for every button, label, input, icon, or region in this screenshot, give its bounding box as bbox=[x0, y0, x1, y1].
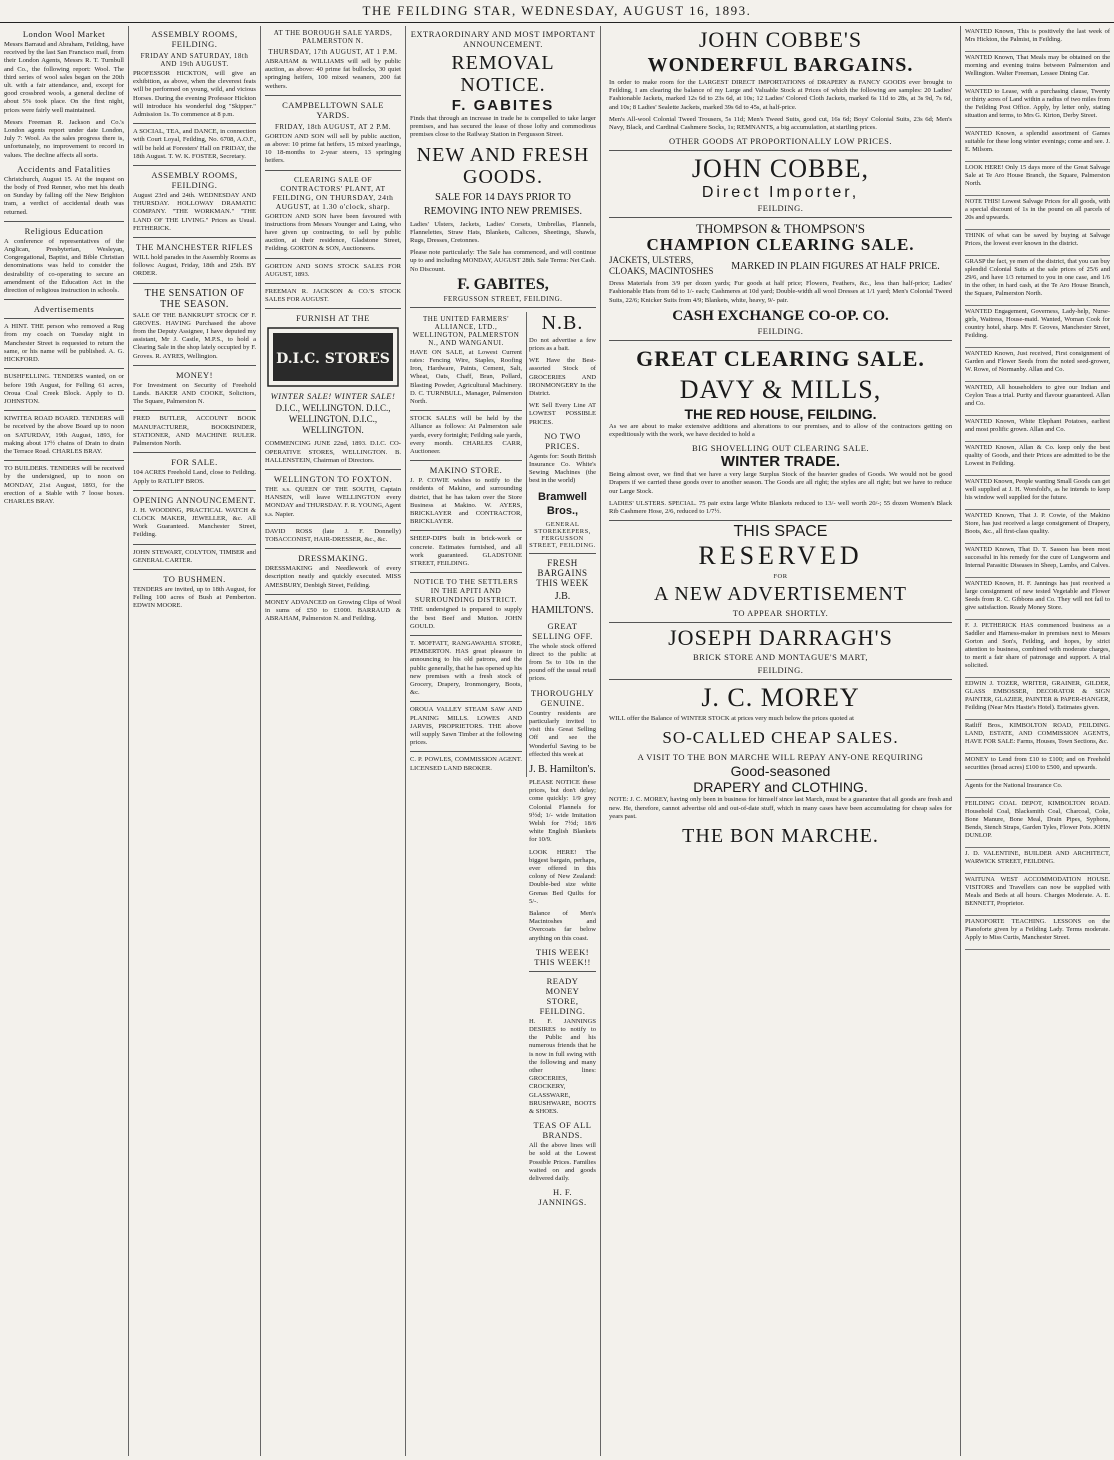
ad-text: Dress Materials from 3/9 per dozen yards; Fur goods at half price; Flowers, Feathers, &c., less than half-price; Ladies' Fashionable Hats from 6d to 1/- each; Cashmeres at 10d yard; Double-width all wool Dresses at 1/1 yard; Men's Colonial Tweed Suits, 22/6; Knicker Suits from 4/9; Blankets, white, heavy, 9/- pair. bbox=[609, 280, 952, 304]
reserved: RESERVED bbox=[698, 541, 863, 571]
great-selling-off: GREAT SELLING OFF. bbox=[532, 620, 593, 641]
article-text: Messrs Barraud and Abraham, Feilding, have received by the last San Francisco mail, from their London Agents, Messrs R. T. Turnbull and Co., the following report: Wool. The third series of wool sales began on the 20th ult. with a fair attendance, and, except for good crossbred wools, a general decline of about 5% took place. On the first night, prices were fairly well maintained. bbox=[4, 41, 124, 114]
nb-heading: N.B. bbox=[541, 311, 584, 334]
fresh-bargains: FRESH BARGAINS THIS WEEK bbox=[536, 557, 589, 588]
other-goods: OTHER GOODS AT PROPORTIONALLY LOW PRICES. bbox=[669, 136, 892, 147]
ad-text: 104 ACRES Freehold Land, close to Feilding. Apply to RATLIFF BROS. bbox=[133, 469, 256, 485]
cobbe-name: JOHN COBBE, bbox=[691, 154, 870, 184]
ad-text: FREEMAN R. JACKSON & CO.'S STOCK SALES FOR AUGUST. bbox=[265, 288, 401, 304]
ad-text: The whole stock offered direct to the public at from 5s to 10s in the pound off the usual retail prices. bbox=[529, 642, 596, 683]
this-space: THIS SPACE bbox=[733, 523, 828, 541]
ad-heading: OPENING ANNOUNCEMENT. bbox=[133, 494, 256, 505]
ad-text: Balance of Men's Macintoshes and Overcoats far below anything on this coast. bbox=[529, 909, 596, 942]
sale-14-days: SALE FOR 14 DAYS PRIOR TO REMOVING INTO NEW PREMISES. bbox=[424, 191, 582, 217]
nb-text: Do not advertise a few prices as a bait. bbox=[529, 336, 596, 353]
davy-mills: DAVY & MILLS, bbox=[679, 374, 882, 404]
gabites-name: F. GABITES bbox=[451, 97, 555, 114]
ad-text: THE undersigned is prepared to supply the best Beef and Mutton. JOHN GOULD. bbox=[410, 606, 522, 630]
ad-heading: THE SENSATION OF THE SEASON. bbox=[144, 287, 245, 310]
hamilton-2: J. B. Hamilton's. bbox=[529, 763, 596, 775]
morey-name: J. C. MOREY bbox=[701, 683, 860, 713]
ad-text: Please note particularly: The Sale has commenced, and will continue up to and including MONDAY, AUGUST 28th. Sale Terms: Net Cash. No Discount. bbox=[410, 249, 596, 273]
ad-subheading: FRIDAY, 18th AUGUST, AT 2 P.M. bbox=[274, 122, 392, 131]
red-house: THE RED HOUSE, FEILDING. bbox=[684, 405, 877, 422]
ad-text: H. F. JANNINGS DESIRES to notify to the Public and his numerous friends that he is now in full swing with the following and many other lines: GROCERIES, CROCKERY, GLASSWARE, BRUSHWARE, BOOTS & SHOES. bbox=[529, 1017, 596, 1115]
jannings-sig: H. F. JANNINGS. bbox=[538, 1187, 587, 1208]
ad-subheading: FRIDAY AND SATURDAY, 18th AND 19th AUGUST. bbox=[140, 52, 249, 68]
ad-heading: TO BUSHMEN. bbox=[163, 573, 226, 584]
masthead: THE FEILDING STAR, WEDNESDAY, AUGUST 16, 1893. bbox=[0, 0, 1114, 23]
new-advertisement: A NEW ADVERTISEMENT bbox=[654, 583, 907, 606]
ad-text: ABRAHAM & WILLIAMS will sell by public auction, as above: 40 prime fat bullocks, 30 quiet springing heifers, 100 mixed weaners, 200 fat wethers. bbox=[265, 58, 401, 90]
cobbe-wonderful: WONDERFUL BARGAINS. bbox=[647, 54, 914, 76]
ad-heading: DRESSMAKING. bbox=[298, 553, 368, 564]
ad-text: A HINT. THE person who removed a Rug from my coach on Tuesday night in Manchester Street is requested to return the same, or his name will be published. A. G. HICKFORD. bbox=[4, 323, 124, 364]
ad-text: DRESSMAKING and Needlework of every description neatly and quickly executed. MISS AMESBURY, Denbigh Street, Feilding. bbox=[265, 565, 401, 589]
column-6 bbox=[600, 26, 960, 1456]
article-text: Christchurch, August 15. At the inquest on the body of Fred Renner, who met his death on Sunday by falling off the New Brighton tram, a verdict of accidental death was returned. bbox=[4, 175, 124, 216]
wanted-ad: MONEY to Lend from £10 to £100; and on Freehold securities (broad acres) £100 to £500, and upwards. bbox=[965, 756, 1110, 771]
wanted-ad: Agents for the National Insurance Co. bbox=[965, 782, 1063, 789]
ad-text: August 23rd and 24th. WEDNESDAY AND THURSDAY. HOLLOWAY DRAMATIC COMPANY. "THE WORKMAN." "THE LAND OF THE LIVING." Prices as Usual. FETHERICK. bbox=[133, 192, 256, 232]
winter-sale: WINTER SALE! WINTER SALE! bbox=[270, 391, 396, 402]
wanted-ad: WANTED Known, White Elephant Potatoes, earliest and most prolific grown. Allan and Co. bbox=[965, 418, 1110, 433]
article-text: A conference of representatives of the Anglican, Presbyterian, Wesleyan, Congregational, Baptist, and Bible Christian denominations was held to consider the desirability of co-operating to secure an amendment of the Education Act in the direction of religious instruction in schools. bbox=[4, 237, 124, 295]
wanted-ad: NOTE THIS! Lowest Salvage Prices for all goods, with a special discount of 1s in the pound on all parcels of 20s and upwards. bbox=[965, 198, 1110, 221]
ad-text: GORTON AND SON'S STOCK SALES FOR AUGUST, 1893. bbox=[265, 262, 401, 278]
ad-heading: FOR SALE. bbox=[171, 457, 218, 468]
ad-text: All the above lines will be sold at the Lowest Possible Prices. Families waited on and goods delivered daily. bbox=[529, 1142, 596, 1183]
for-label: FOR bbox=[773, 573, 788, 581]
ad-text: J. P. COWIE wishes to notify to the residents of Makino, and surrounding district, that he has taken over the Store Business at Makino. W. AYERS, BRICKLAYER and CONTRACTOR, BRICKLAYER. bbox=[410, 477, 522, 526]
ad-text: THE s.s. QUEEN OF THE SOUTH, Captain HANSEN, will leave WELLINGTON every MONDAY and THURSDAY. F. R. YOUNG, Agent s.s. Napier. bbox=[265, 486, 402, 518]
nb-heading: NO TWO PRICES. bbox=[544, 430, 581, 451]
wanted-ad: EDWIN J. TOZER, WRITER, GRAINER, GILDER, GLASS EMBOSSER, DECORATOR & SIGN PAINTER, GLAZIER, PAINTER & PAPER-HANGER, Feilding (Near Mrs Hastie's Hotel). Estimates given. bbox=[965, 680, 1110, 711]
wanted-ad: PIANOFORTE TEACHING. LESSONS on the Pianoforte given by a Feilding Lady. Terms moderate. Apply to Miss Curtis, Manchester Street. bbox=[965, 918, 1110, 941]
ad-text: LADIES' ULSTERS. SPECIAL. 75 pair extra large White Blankets reduced to 13/- well worth 20/-; 55 dozen Women's Black Rib Cashmere Hose, 2/6, reduced to 1/7½. bbox=[609, 499, 952, 516]
new-goods: NEW AND FRESH GOODS. bbox=[416, 143, 590, 188]
cash-exchange: CASH EXCHANGE CO-OP. CO. bbox=[672, 307, 889, 324]
great-clearing: GREAT CLEARING SALE. bbox=[636, 345, 925, 371]
ad-text: FRED BUTLER, ACCOUNT BOOK MANUFACTURER, BOOKBINDER, STATIONER, AND MACHINE RULER. Palmerston North. bbox=[133, 415, 256, 448]
heading-religious: Religious Education bbox=[24, 225, 104, 236]
ad-text: T. MOFFATT, RANGAWAHIA STORE, PEMBERTON. HAS great pleasure in announcing to his old patrons, and the public generally, that he has opened up his new premises with a fresh stock of Grocery, Drapery, Ironmongery, Boots, &c. bbox=[410, 639, 522, 697]
ad-heading: WELLINGTON TO FOXTON. bbox=[273, 474, 393, 485]
ad-text: Finds that through an increase in trade he is compelled to take larger premises, and has secured the lease of those lofty and commodious premises close to the Railway Station in Fergusson Street. bbox=[410, 115, 596, 139]
ad-heading: NOTICE TO THE SETTLERS IN THE APITI AND SURROUNDING DISTRICT. bbox=[413, 577, 519, 605]
marked-half-price: MARKED IN PLAIN FIGURES AT HALF PRICE. bbox=[731, 260, 940, 272]
bramwell-sub: GENERAL STOREKEEPERS, FERGUSSON STREET, FEILDING. bbox=[529, 520, 596, 549]
cheap-sales: SO-CALLED CHEAP SALES. bbox=[662, 728, 899, 748]
darragh-name: JOSEPH DARRAGH'S bbox=[668, 625, 893, 651]
wanted-ad: WANTED Known, That J. P. Cowie, of the Makino Store, has just received a large consignment of Drapery, Boots, &c., all first-class quality. bbox=[965, 512, 1110, 535]
winter-trade: WINTER TRADE. bbox=[720, 453, 841, 471]
column-3 bbox=[260, 26, 405, 1456]
wanted-ad: WANTED Known, That Meals may be obtained on the morning and evening trains between Palmerston and Wellington. Walter Freeman, Lessee Dining Car. bbox=[965, 54, 1110, 77]
cobbe-title: JOHN COBBE'S bbox=[698, 27, 863, 52]
ad-heading: EXTRAORDINARY AND MOST IMPORTANT ANNOUNCEMENT. bbox=[410, 29, 596, 49]
column-7 bbox=[960, 26, 1114, 1456]
ad-subheading: THURSDAY, 17th AUGUST, AT 1 P.M. bbox=[268, 48, 398, 56]
ad-heading: ASSEMBLY ROOMS, FEILDING. bbox=[151, 170, 238, 191]
wanted-ad: F. J. PETHERICK HAS commenced business as a Saddler and Harness-maker in premises next to Messrs Gorton and Son's, Feilding, and hopes, by strict attention to business, combined with moderate charges, to merit a fair share of patronage and support. A trial solicited. bbox=[965, 622, 1110, 669]
column-2 bbox=[128, 26, 260, 1456]
nb-text: WE Sell Every Line AT LOWEST POSSIBLE PRICES. bbox=[529, 402, 596, 426]
ad-text: HAVE ON SALE, at Lowest Current rates: Fencing Wire, Staples, Roofing Iron, Hardware, Paints, Cement, Salt, Wheat, Oats, Chaff, Bran, Pollard, Blasting Powder, Agricultural Machinery. D. C. TURNBULL, Manager, Palmerston North. bbox=[410, 348, 522, 406]
heading-wool-market: London Wool Market bbox=[22, 29, 106, 39]
wanted-ad: WANTED Known, H. F. Jannings has just received a large consignment of new tested Vegetable and Flower Seeds from R. C. Gibbons and Co. They will not fail to give satisfaction. Ready Money Store. bbox=[965, 580, 1110, 611]
dic-stores-logo bbox=[267, 327, 399, 387]
ad-heading: CAMPBELLTOWN SALE YARDS. bbox=[282, 99, 384, 120]
wanted-ad: WANTED Known, This is positively the last week of Mrs Hickton, the Palmist, in Feilding. bbox=[965, 28, 1110, 43]
ad-heading: FURNISH AT THE bbox=[296, 313, 370, 324]
ad-text: MONEY ADVANCED on Growing Clips of Wool in sums of £50 to £1000. BARRAUD & ABRAHAM, Palmerston N. and Feilding. bbox=[265, 598, 401, 623]
ad-text: J. H. WOODING, PRACTICAL WATCH & CLOCK MAKER, JEWELLER, &c. All Work Guaranteed. Manchester Street, Feilding. bbox=[133, 506, 256, 539]
bramwell-name: Bramwell Bros., bbox=[538, 490, 587, 517]
bramwell-column bbox=[529, 312, 596, 1207]
ad-heading: THE MANCHESTER RIFLES bbox=[135, 242, 254, 253]
ad-text: KIWITEA ROAD BOARD. TENDERS will be received by the above Board up to noon on SATURDAY, 19th August, 1893, for making about 17½ chains of Drain to drain the Terrace Road. CHARLES BRAY. bbox=[4, 415, 124, 455]
this-week: THIS WEEK! THIS WEEK!! bbox=[534, 946, 591, 967]
ad-text: For Investment on Security of Freehold Lands. BAKER AND COOKE, Solicitors, The Square, Palmerston N. bbox=[133, 381, 256, 406]
visit-bon-marche: A VISIT TO THE BON MARCHE WILL REPAY ANY-ONE REQUIRING bbox=[637, 752, 924, 763]
garment-list: JACKETS, ULSTERS, CLOAKS, MACINTOSHES bbox=[609, 255, 714, 277]
genuine: THOROUGHLY GENUINE. bbox=[530, 687, 595, 708]
ready-money-store: READY MONEY STORE, FEILDING. bbox=[539, 975, 586, 1016]
ad-text: GORTON AND SON have been favoured with instructions from Messrs Younger and Laing, who have given up contracting, to sell by public auction, at their residence, Gladstone Street, Feilding. GORTON & SON, Auctioneers. bbox=[265, 212, 401, 253]
cobbe-feilding: FEILDING. bbox=[757, 203, 804, 214]
heading-advertisements: Advertisements bbox=[33, 304, 95, 315]
ad-text: As we are about to make extensive additions and alterations to our premises, and to allow of the contractors getting on expeditiously with the work, we have decided to hold a bbox=[609, 422, 952, 439]
direct-importer: Direct Importer, bbox=[701, 184, 860, 202]
ad-text: WILL offer the Balance of WINTER STOCK at prices very much below the prices quoted at bbox=[609, 715, 854, 723]
ad-text: NOTE: J. C. MOREY, having only been in business for himself since last March, must be a guarantee that all goods are fresh and new. He, therefore, cannot advertise old and out-of-date stuff, which in many cases have been accumulating for cheap sales for years past. bbox=[609, 796, 952, 820]
ad-text: PROFESSOR HICKTON, will give an exhibition, as above, when the cleverest feats will be performed on young, wild, and vicious Horses. During the evening Professor Hickton will introduce his wonderful dog "Skipper." Admission 1s. To commence at 8 p.m. bbox=[133, 70, 256, 119]
wanted-ad: J. D. VALENTINE, BUILDER AND ARCHITECT, WARWICK STREET, FEILDING. bbox=[965, 850, 1110, 865]
ad-text: BUSHFELLING. TENDERS wanted, on or before 19th August, for Felling 61 acres, Oroua Coal Creek Block. Apply to D. JOHNSTON. bbox=[4, 373, 124, 405]
ad-text: GORTON AND SON will sell by public auction, as above: 10 prime fat heifers, 15 mixed yearlings, 10 18-months to 2-year steers, 13 springing heifers. bbox=[265, 132, 401, 165]
drapery-clothing: DRAPERY and CLOTHING. bbox=[693, 779, 868, 796]
wanted-ad: WANTED Engagement, Governess, Lady-help, Nurse-girls, Waitress, House-maid. Wanted, Woman Cook for country hotel, sharp. Mrs F. Groves, Manchester Street, Feilding. bbox=[965, 308, 1110, 339]
ad-text: WILL hold parades in the Assembly Rooms as follows: August, Friday, 18th and 25th. BY ORDER. bbox=[133, 254, 257, 278]
article-text: Messrs Freeman R. Jackson and Co.'s London agents report under date London, July 7: Wool. As the sales progress there is, unfortunately, no improvement to record in values. The decline affects all sorts. bbox=[4, 118, 124, 159]
ad-text: In order to make room for the LARGEST DIRECT IMPORTATIONS of DRAPERY & FANCY GOODS ever brought to Feilding, I am clearing the balance of my Large and Valuable Stock at Prices of which the following are samples: 20 Ladies' Fashionable Jackets, marked 12s 6d to 23s 6d, at 10s; 12 Ladies' Colored Cloth Jackets, marked 6s 11d to 28s, at 3s 9d, 7s 6d, and 10s; 8 Ladies' Sealette Jackets, marked 39s 6d to 45s, at half-price. bbox=[609, 79, 952, 111]
ad-text: A SOCIAL, TEA, and DANCE, in connection with Court Loyal, Feilding, No. 6708, A.O.F., will be held at Foresters' Hall on FRIDAY, the 18th August. T. W. K. FOSTER, Secretary. bbox=[133, 128, 256, 160]
ad-text: C. P. POWLES, COMMISSION AGENT. LICENSED LAND BROKER. bbox=[410, 756, 522, 772]
good-seasoned: Good-seasoned bbox=[730, 763, 831, 780]
gabites-address: FERGUSSON STREET, FEILDING. bbox=[443, 294, 563, 303]
champion-clearing: CHAMPION CLEARING SALE. bbox=[646, 235, 915, 255]
ad-heading: AT THE BOROUGH SALE YARDS, PALMERSTON N. bbox=[273, 29, 393, 45]
cash-feilding: FEILDING. bbox=[757, 325, 804, 336]
ad-heading: MAKINO STORE. bbox=[429, 465, 503, 476]
ad-text: DAVID ROSS (late J. F. Donnelly) TOBACCONIST, HAIR-DRESSER, &c., &c. bbox=[265, 527, 401, 544]
wanted-ad: FEILDING COAL DEPOT, KIMBOLTON ROAD. Household Coal, Blacksmith Coal, Charcoal, Coke, Bone Manure, Bone Meal, Drain Pipes, Syphons, Bends, Stench Straps, Garden Tyles, Flower Pots. JOHN DUNLOP. bbox=[965, 800, 1110, 839]
darragh-feilding: FEILDING. bbox=[757, 665, 804, 676]
wanted-ad: THINK of what can be saved by buying at Salvage Prices, the lowest ever known in the district. bbox=[965, 232, 1110, 247]
appear-shortly: TO APPEAR SHORTLY. bbox=[732, 608, 829, 619]
column-1 bbox=[0, 26, 128, 1456]
wanted-ad: Ratliff Bros., KIMBOLTON ROAD, FEILDING. LAND, ESTATE, AND COMMISSION AGENTS, HAVE FOR SALE: Farms, Houses, Town Sections, &c. bbox=[965, 722, 1110, 745]
bon-marche: THE BON MARCHE. bbox=[682, 825, 879, 848]
hamilton-heading: J.B. HAMILTON'S. bbox=[531, 590, 594, 616]
ad-text: TENDERS are invited, up to 18th August, for Felling 100 acres of Bush at Pemberton. EDWIN MOORE. bbox=[133, 585, 256, 610]
ad-text: OROUA VALLEY STEAM SAW AND PLANING MILLS. LOWES AND JARVIS, PROPRIETORS. THE above will supply Sawn Timber at the following prices. bbox=[410, 706, 522, 747]
logo-text: D.I.C. STORES bbox=[276, 351, 390, 368]
column-4 bbox=[405, 26, 600, 1456]
farmers-alliance bbox=[410, 312, 527, 777]
teas: TEAS OF ALL BRANDS. bbox=[533, 1120, 592, 1141]
wanted-ad: GRASP the fact, ye men of the district, that you can buy splendid Colonial Suits at the sale prices of 25/6 and 29/6, and have 1/3 returned to you in one case, and 1/6 in the other, in hard cash, at the Te Aro House Branch, the Square, Palmerston North. bbox=[965, 258, 1110, 297]
ad-heading: ASSEMBLY ROOMS, FEILDING. bbox=[151, 29, 238, 49]
ad-text: Men's All-wool Colonial Tweed Trousers, 5s 11d; Men's Tweed Suits, good cut, 16s 6d; Boys' Colonial Suits, 23s 6d; Men's Navy, Black, and Cardinal Cashmere Socks, 1s; REMNANTS, a big accumulation, at startling prices. bbox=[609, 115, 952, 132]
ad-text: JOHN STEWART, COLYTON, TIMBER and GENERAL CARTER. bbox=[133, 548, 256, 564]
ad-text: Country residents are particularly invited to visit this Great Selling Off and see the Wonderful Saving to be effected this week at bbox=[529, 709, 596, 758]
ad-text: COMMENCING JUNE 22nd, 1893. D.I.C. CO-OPERATIVE STORES, WELLINGTON. B. HALLENSTEIN, Chairman of Directors. bbox=[265, 440, 401, 464]
wanted-ad: WANTED Known, That D. T. Sasson has been most successful in his remedy for the cure of Lungworm and Internal Parasitic Diseases in Sheep, Lambs, and Calves. bbox=[965, 546, 1110, 569]
ad-text: Being almost over, we find that we have a very large Surplus Stock of the heavier grades of Goods. We would not be good Drapers if we carried these goods over to another season. The Goods are all right; the styles are all right; but we have to reduce our Large Stock. bbox=[609, 471, 952, 495]
ad-text: SALE OF THE BANKRUPT STOCK OF F. GROVES. HAVING Purchased the above from the Deputy Assignee, I have deputed my assistant, Mr J. Castle, M.P.S., to hold a Clearing Sale in the shop lately occupied by F. Groves. R. AYRES, Wellington. bbox=[133, 311, 256, 360]
ad-text: STOCK SALES will be held by the Alliance as follows: At Palmerston sale yards, every fortnight; Feilding sale yards, every month. CHARLES CARR, Auctioneer. bbox=[410, 415, 522, 456]
heading-accidents: Accidents and Fatalities bbox=[17, 163, 111, 174]
thompson-title: THOMPSON & THOMPSON'S bbox=[696, 221, 865, 237]
dic-repeat: D.I.C., WELLINGTON. D.I.C., WELLINGTON. D.I.C., WELLINGTON. bbox=[275, 403, 391, 436]
brick-store: BRICK STORE AND MONTAGUE'S MART, bbox=[693, 652, 868, 663]
wanted-ad: WANTED to Lease, with a purchasing clause, Twenty or thirty acres of Land within a radius of two miles from the Feilding Post Office. Apply, by letter only, stating situation and terms, to Mrs G. Kirton, Derby Street. bbox=[965, 88, 1110, 119]
ad-heading: THE UNITED FARMERS' ALLIANCE, LTD., WELLINGTON, PALMERSTON N., AND WANGANUI. bbox=[412, 314, 520, 347]
ad-text: TO BUILDERS. TENDERS will be received by the undersigned, up to noon on MONDAY, 21st August, 1893, for the erection of a Stable with 7 loose boxes. CHARLES BRAY. bbox=[4, 465, 124, 505]
wanted-ad: LOOK HERE! Only 15 days more of the Great Salvage Sale at Te Aro House Branch, the Square, Palmerston North. bbox=[965, 164, 1110, 187]
ad-heading: CLEARING SALE OF CONTRACTORS' PLANT, AT FEILDING, ON THURSDAY, 24th AUGUST, at 1.30 o'clock, sharp. bbox=[272, 174, 394, 211]
wanted-ad: WANTED Known, a splendid assortment of Games suitable for these long winter evenings; come and see. J. E. Milsom. bbox=[965, 130, 1110, 153]
wanted-ad: WANTED Known, People wanting Small Goods can get well supplied at J. H. Worsfold's, as he intends to keep his window well supplied for the future. bbox=[965, 478, 1110, 501]
wanted-ad: WANTED, All householders to give our Indian and Ceylon Teas a trial. Purity and flavour guaranteed. Allan and Co. bbox=[965, 384, 1110, 407]
ad-text: LOOK HERE! The biggest bargain, perhaps, ever offered in this colony of New Zealand: Double-bed size white Grenas Bed Quilts for 5/-. bbox=[529, 848, 596, 905]
gabites-name-2: F. GABITES, bbox=[457, 275, 549, 293]
nb-text: WE Have the Best-assorted Stock of GROCERIES AND IRONMONGERY In the District. bbox=[529, 357, 596, 398]
shovelling-sale: BIG SHOVELLING OUT CLEARING SALE. bbox=[691, 443, 870, 454]
ad-text: PLEASE NOTICE these prices, but don't delay; come quickly: 1/9 grey Colonial Flannels for 9½d; 1/- wide Imitation Welsh for 7½d; 18/6 white English Blankets for 10/9. bbox=[529, 778, 596, 844]
nb-text: Agents for: South British Insurance Co. White's Sewing Machines (the best in the world) bbox=[529, 452, 596, 485]
plain-figures-row bbox=[609, 255, 952, 277]
wanted-ad: WAITUNA WEST ACCOMMODATION HOUSE. VISITORS and Travellers can now be supplied with Meals and Beds at all hours. Charges Moderate. A. E. BENNETT, Proprietor. bbox=[965, 876, 1110, 907]
wanted-ad: WANTED Known, Just received, First consignment of Garden and Flower Seeds from the noted seed-grower, W. Rowe, of Normanby. Allan and Co. bbox=[965, 350, 1110, 373]
removal-notice: REMOVAL NOTICE. bbox=[451, 52, 555, 96]
wanted-ad: WANTED Known, Allan & Co. keep only the best quality of Goods, and their Prices are admitted to be the Lowest in Feilding. bbox=[965, 444, 1110, 467]
ad-text: SHEEP-DIPS built in brick-work or concrete. Estimates furnished, and all work guaranteed. GLADSTONE STREET, FEILDING. bbox=[410, 535, 522, 568]
ad-text: Ladies' Ulsters, Jackets, Ladies' Corsets, Umbrellas, Flannels, Flannelettes, Straw Hats, Blankets, Calicoes, Sheetings, Shawls, Rugs, Dresses, Cretonnes. bbox=[410, 220, 596, 245]
ad-heading: MONEY! bbox=[176, 369, 213, 380]
